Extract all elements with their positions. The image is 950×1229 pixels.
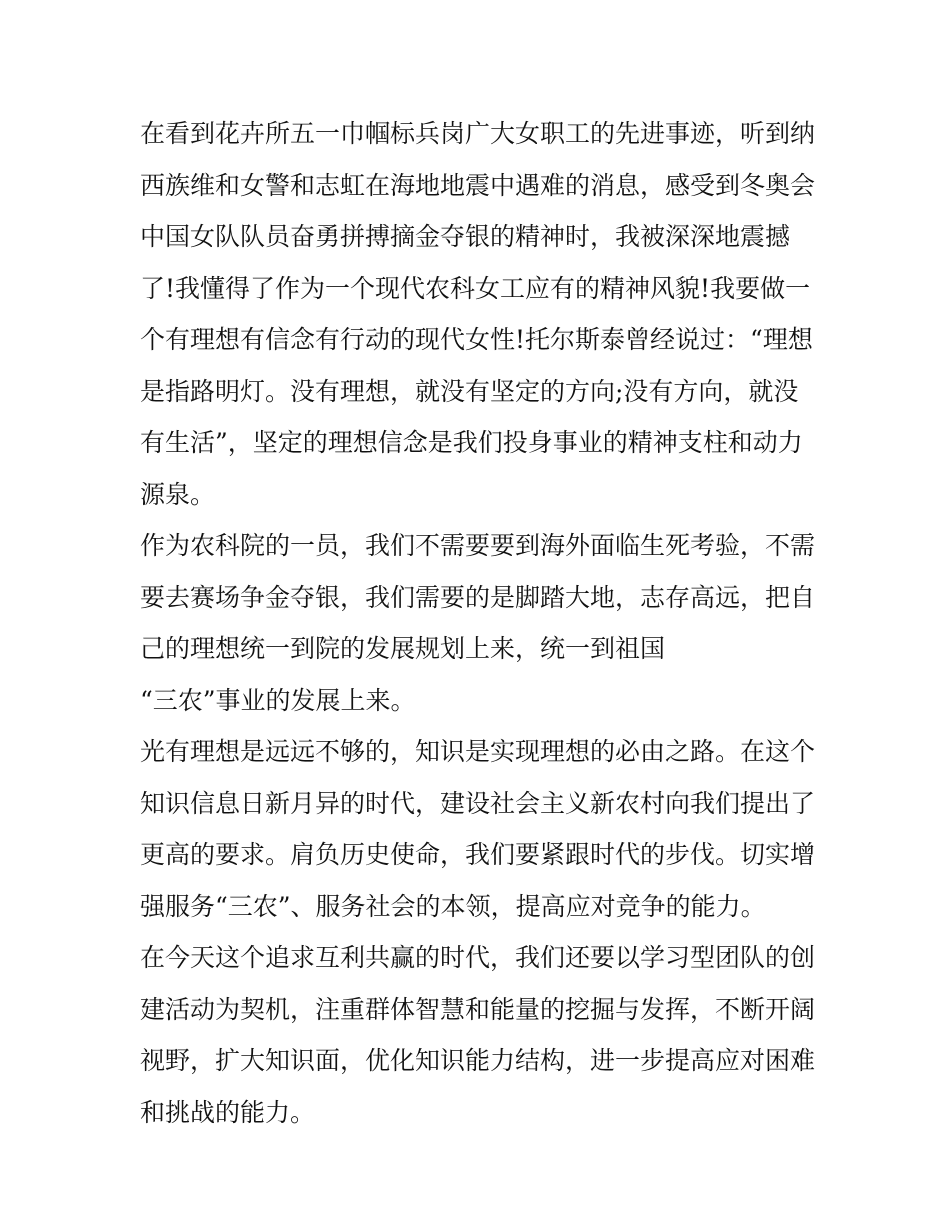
text-line: 了!我懂得了作为一个现代农科女工应有的精神风貌!我要做一 [140,273,811,303]
text-line: 知识信息日新月异的时代，建设社会主义新农村向我们提出了 [140,788,816,818]
text-line: 源泉。 [140,479,216,509]
text-line: 更高的要求。肩负历史使命，我们要紧跟时代的步伐。切实增 [140,840,816,869]
text-line: 作为农科院的一员，我们不需要要到海外面临生死考验，不需 [140,531,816,560]
text-line: 个有理想有信念有行动的现代女性!托尔斯泰曾经说过：“理想 [140,325,813,354]
text-line: 建活动为契机，注重群体智慧和能量的挖掘与发挥，不断开阔 [140,994,816,1024]
text-line: 和挑战的能力。 [140,1097,316,1127]
text-line: 在看到花卉所五一巾帼标兵岗广大女职工的先进事迹，听到纳 [140,119,816,148]
text-line: 视野，扩大知识面，优化知识能力结构，进一步提高应对困难 [140,1046,816,1075]
text-line: 中国女队队员奋勇拼搏摘金夺银的精神时，我被深深地震撼 [140,222,791,251]
text-line: 要去赛场争金夺银，我们需要的是脚踏大地，志存高远，把自 [140,582,816,612]
text-line: “三农”事业的发展上来。 [140,685,416,715]
text-line: 是指路明灯。没有理想，就没有坚定的方向;没有方向，就没 [140,376,799,406]
text-line: 在今天这个追求互利共赢的时代，我们还要以学习型团队的创 [140,943,816,972]
text-line: 强服务“三农”、服务社会的本领，提高应对竞争的能力。 [140,891,766,921]
text-line: 西族维和女警和志虹在海地地震中遇难的消息，感受到冬奥会 [140,170,816,200]
body-text [140,108,830,1138]
text-line: 有生活”，坚定的理想信念是我们投身事业的精神支柱和动力 [140,428,803,457]
text-line: 光有理想是远远不够的，知识是实现理想的必由之路。在这个 [140,737,816,766]
text-line: 己的理想统一到院的发展规划上来，统一到祖国 [140,634,666,663]
